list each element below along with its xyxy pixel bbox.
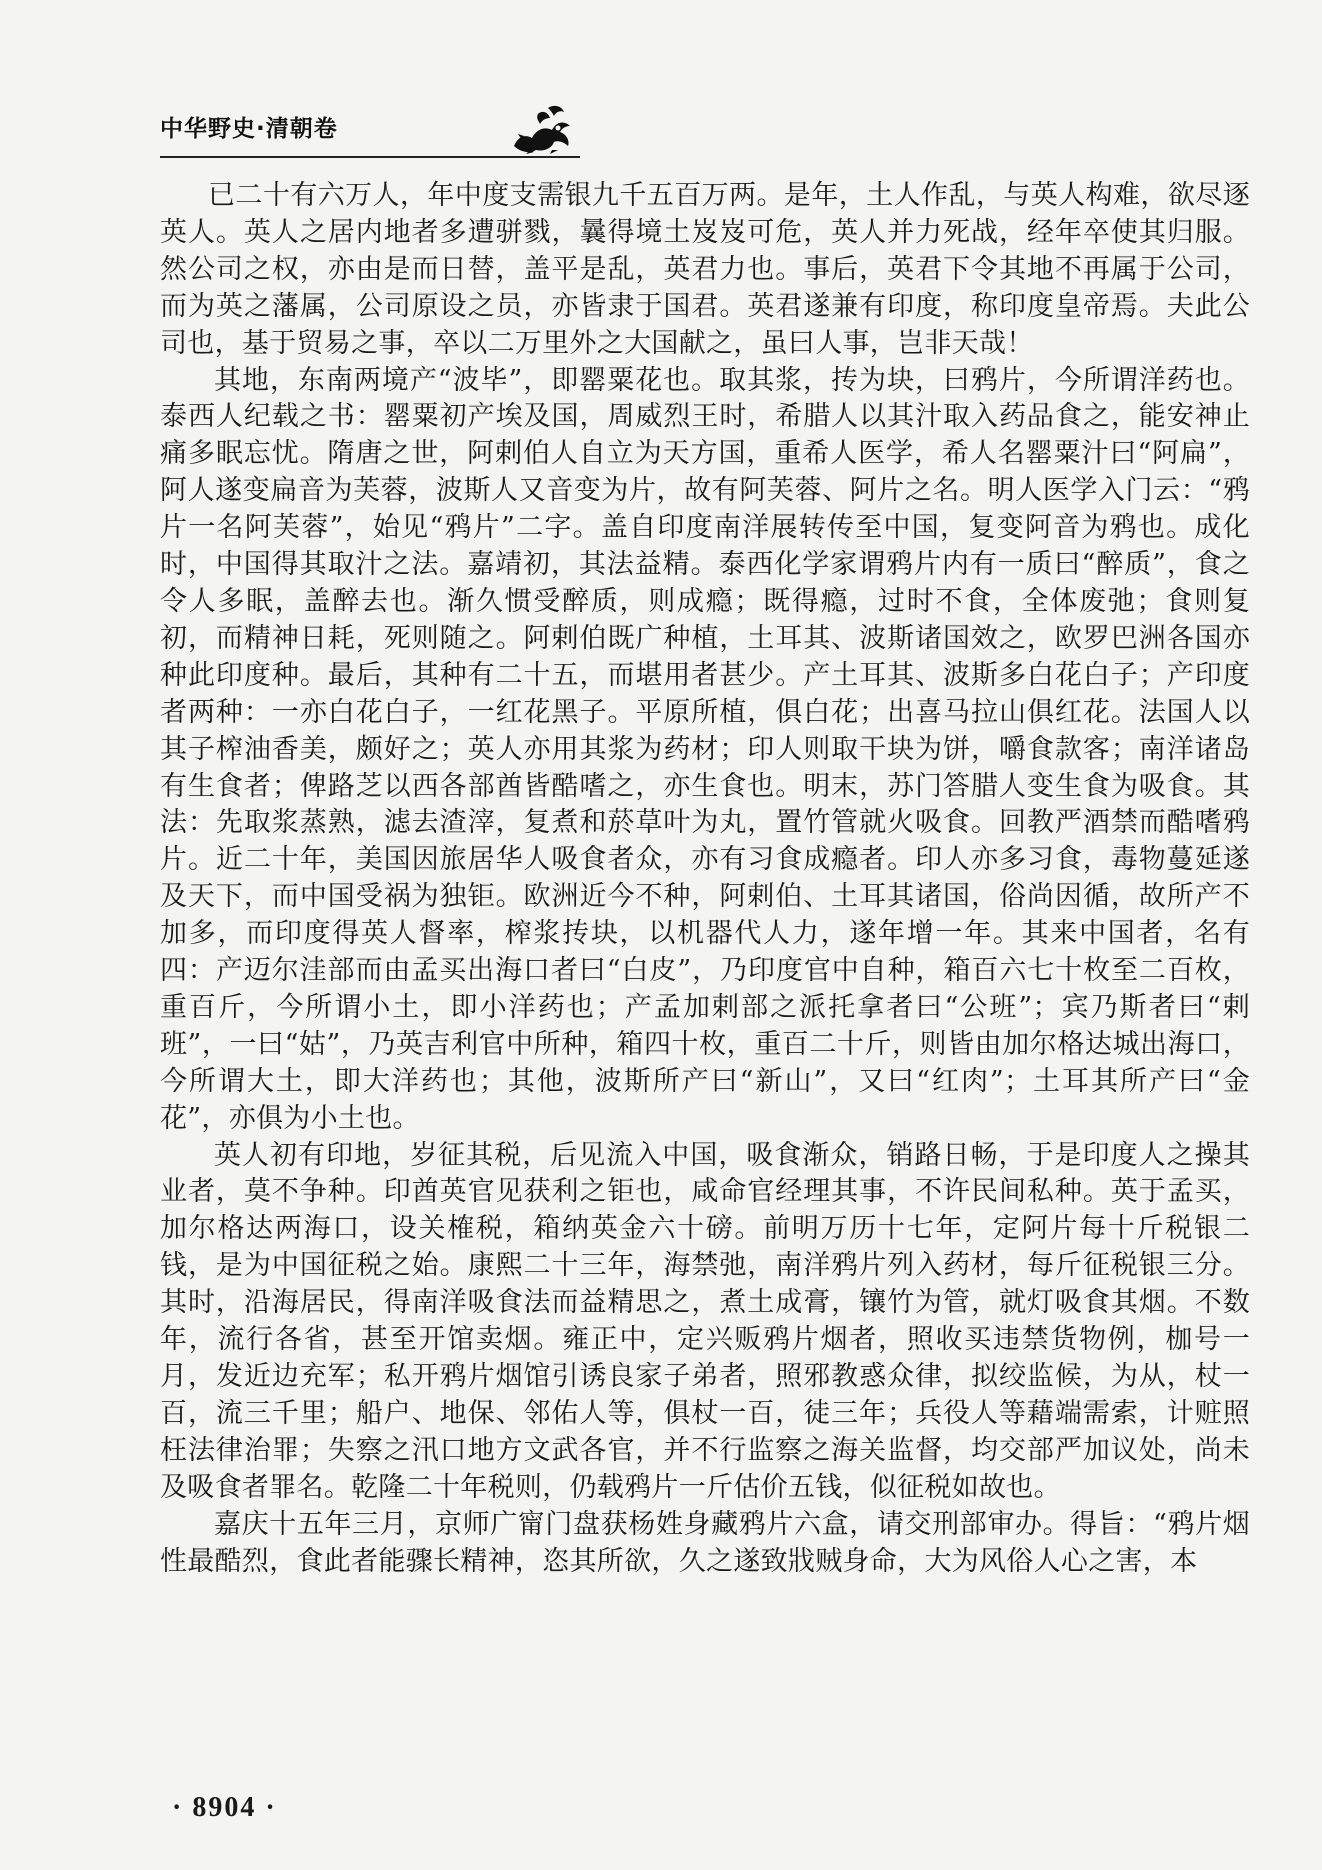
paragraph: 嘉庆十五年三月，京师广甯门盘获杨姓身藏鸦片六盒，请交刑部审办。得旨：“鸦片烟性最酷烈，食此者能骤长精神，恣其所欲，久之遂致戕贼身命，大为风俗人心之害，本	[160, 1508, 1250, 1577]
book-title: 中华野史·清朝卷	[160, 116, 338, 142]
running-header	[160, 100, 580, 160]
paragraph: 其地，东南两境产“波毕”，即罂粟花也。取其浆，抟为块，曰鸦片，今所谓洋药也。泰西人纪载之书：罂粟初产埃及国，周威烈王时，希腊人以其汁取入药品食之，能安神止痛多眠忘忧。隋唐之世，阿剌伯人自立为天方国，重希人医学，希人名罂粟汁曰“阿扁”，阿人遂变扁音为芙蓉，波斯人又音变为片，故有阿芙蓉、阿片之名。明人医学入门云：“鸦片一名阿芙蓉”，始见“鸦片”二字。盖自印度南洋展转传至中国，复变阿音为鸦也。成化时，中国得其取汁之法。嘉靖初，其法益精。泰西化学家谓鸦片内有一质曰“醉质”，食之令人多眠，盖醉去也。渐久惯受醉质，则成瘾；既得瘾，过时不食，全体废弛；食则复初，而精神日耗，死则随之。阿剌伯既广种植，土耳其、波斯诸国效之，欧罗巴洲各国亦种此印度种。最后，其种有二十五，而堪用者甚少。产土耳其、波斯多白花白子；产印度者两种：一亦白花白子，一红花黑子。平原所植，俱白花；出喜马拉山俱红花。法国人以其子榨油香美，颇好之；英人亦用其浆为药材；印人则取干块为饼，嚼食款客；南洋诸岛有生食者；俾路芝以西各部酋皆酷嗜之，亦生食也。明末，苏门答腊人变生食为吸食。其法：先取浆蒸熟，滤去渣滓，复煮和菸草叶为丸，置竹管就火吸食。回教严酒禁而酷嗜鸦片。近二十年，美国因旅居华人吸食者众，亦有习食成瘾者。印人亦多习食，毒物蔓延遂及天下，而中国受祸为独钜。欧洲近今不种，阿剌伯、土耳其诸国，俗尚因循，故所产不加多，而印度得英人督率，榨浆抟块，以机器代人力，遂年增一年。其来中国者，名有四：产迈尔洼部而由孟买出海口者曰“白皮”，乃印度官中自种，箱百六七十枚至二百枚，重百斤，今所谓小土，即小洋药也；产孟加剌部之派托拿者曰“公班”；宾乃斯者曰“剌班”，一曰“姑”，乃英吉利官中所种，箱四十枚，重百二十斤，则皆由加尔格达城出海口，今所谓大土，即大洋药也；其他，波斯所产曰“新山”，又曰“红肉”；土耳其所产曰“金花”，亦俱为小土也。	[160, 364, 1250, 1134]
dragon-emblem-icon	[508, 100, 576, 154]
header-rule	[160, 156, 580, 158]
body-text	[160, 178, 1250, 1580]
paragraph: 已二十有六万人，年中度支需银九千五百万两。是年，土人作乱，与英人构难，欲尽逐英人。英人之居内地者多遭骈戮，曩得境土岌岌可危，英人并力死战，经年卒使其归服。然公司之权，亦由是而日替，盖平是乱，英君力也。事后，英君下令其地不再属于公司，而为英之藩属，公司原设之员，亦皆隶于国君。英君遂兼有印度，称印度皇帝焉。夫此公司也，基于贸易之事，卒以二万里外之大国献之，虽曰人事，岂非天哉！	[160, 180, 1250, 359]
paragraph: 英人初有印地，岁征其税，后见流入中国，吸食渐众，销路日畅，于是印度人之操其业者，莫不争种。印酋英官见获利之钜也，咸命官经理其事，不许民间私种。英于孟买，加尔格达两海口，设关榷税，箱纳英金六十磅。前明万历十七年，定阿片每十斤税银二钱，是为中国征税之始。康熙二十三年，海禁弛，南洋鸦片列入药材，每斤征税银三分。其时，沿海居民，得南洋吸食法而益精思之，煮土成膏，镶竹为管，就灯吸食其烟。不数年，流行各省，甚至开馆卖烟。雍正中，定兴贩鸦片烟者，照收买违禁货物例，枷号一月，发近边充军；私开鸦片烟馆引诱良家子弟者，照邪教惑众律，拟绞监候，为从，杖一百，流三千里；船户、地保、邻佑人等，俱杖一百，徒三年；兵役人等藉端需索，计赃照枉法律治罪；失察之汛口地方文武各官，并不行监察之海关监督，均交部严加议处，尚未及吸食者罪名。乾隆二十年税则，仍载鸦片一斤估价五钱，似征税如故也。	[160, 1139, 1250, 1503]
page-number: · 8904 ·	[172, 1792, 277, 1823]
